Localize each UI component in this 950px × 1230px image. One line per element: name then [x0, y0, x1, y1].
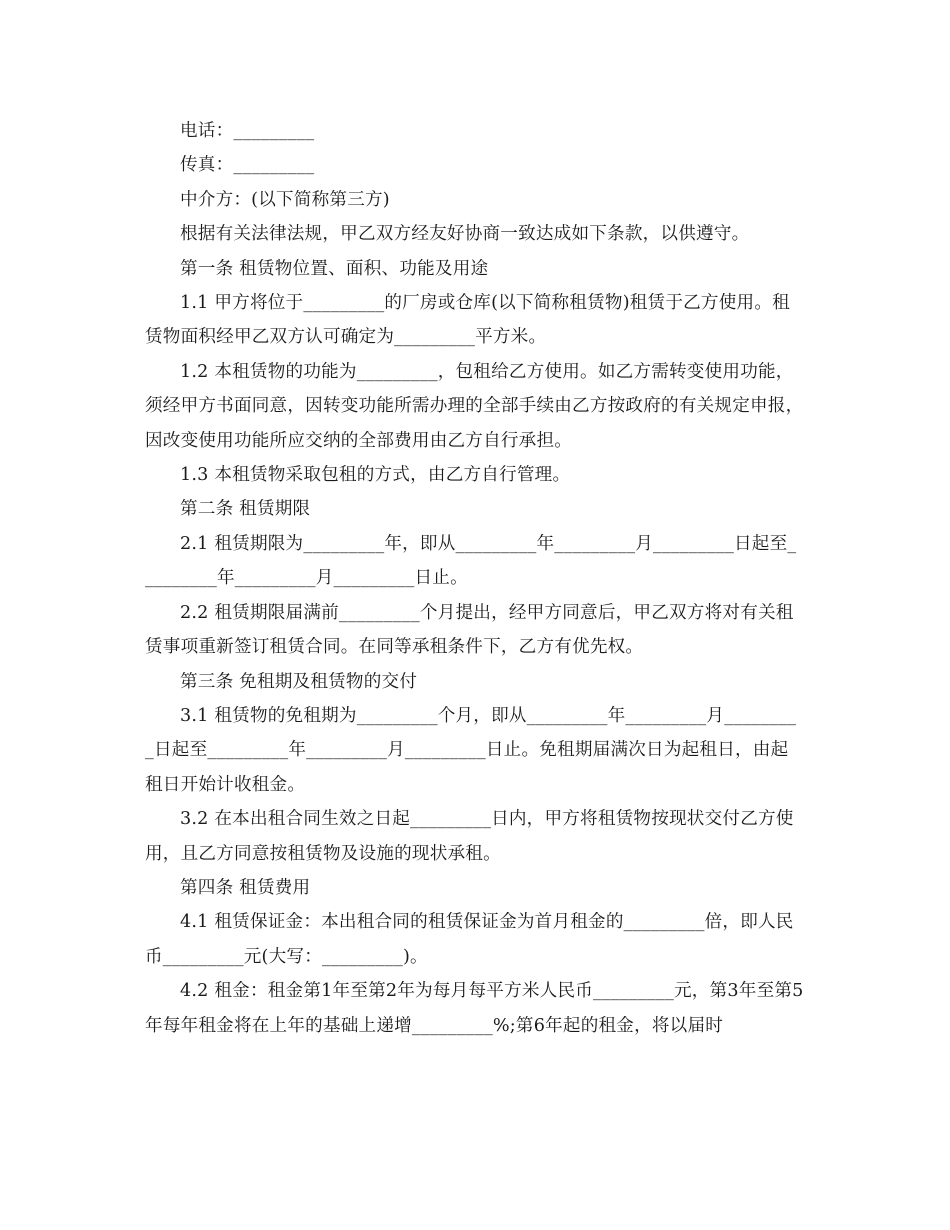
- contact-fax: 传真：_________: [180, 155, 315, 176]
- article-1-heading: 第一条 租赁物位置、面积、功能及用途: [180, 258, 489, 279]
- article-2-heading: 第二条 租赁期限: [180, 499, 311, 520]
- clause-1-3: 1.3 本租赁物采取包租的方式，由乙方自行管理。: [180, 465, 571, 486]
- clause-1-2: 1.2 本租赁物的功能为_________，包租给乙方使用。如乙方需转变使用功能，须经甲方书面同意，因转变功能所需办理的全部手续由乙方按政府的有关规定申报，因改变使用功能所应交纳的全部费用由乙方自行承担。: [145, 361, 804, 451]
- intermediary-party: 中介方：(以下简称第三方): [180, 189, 390, 210]
- clause-3-2: 3.2 在本出租合同生效之日起_________日内，甲方将租赁物按现状交付乙方使用，且乙方同意按租赁物及设施的现状承租。: [145, 809, 794, 864]
- clause-4-2: 4.2 租金：租金第1年至第2年为每月每平方米人民币_________元，第3年至第5年每年租金将在上年的基础上递增_________%;第6年起的租金，将以届时: [145, 981, 804, 1036]
- article-4-heading: 第四条 租赁费用: [180, 877, 311, 898]
- clause-4-1: 4.1 租赁保证金：本出租合同的租赁保证金为首月租金的_________倍，即人民币_________元(大写：_________)。: [145, 912, 794, 967]
- document-page: [145, 114, 805, 1043]
- clause-2-1: 2.1 租赁期限为_________年，即从_________年_________月_________日起至_________年_________月_________日止。: [145, 533, 797, 589]
- preamble: 根据有关法律法规，甲乙双方经友好协商一致达成如下条款，以供遵守。: [180, 224, 750, 245]
- contact-phone: 电话：_________: [180, 121, 315, 141]
- clause-2-2: 2.2 租赁期限届满前_________个月提出，经甲方同意后，甲乙双方将对有关租赁事项重新签订租赁合同。在同等承租条件下，乙方有优先权。: [145, 602, 794, 658]
- clause-1-1: 1.1 甲方将位于_________的厂房或仓库(以下简称租赁物)租赁于乙方使用。租赁物面积经甲乙双方认可确定为_________平方米。: [145, 293, 790, 348]
- clause-3-1: 3.1 租赁物的免租期为_________个月，即从_________年_________月_________日起至_________年_________月_________日止。免租期届满次日为起租日，由起租日开始计收租金。: [145, 705, 797, 795]
- article-3-heading: 第三条 免租期及租赁物的交付: [180, 671, 418, 692]
